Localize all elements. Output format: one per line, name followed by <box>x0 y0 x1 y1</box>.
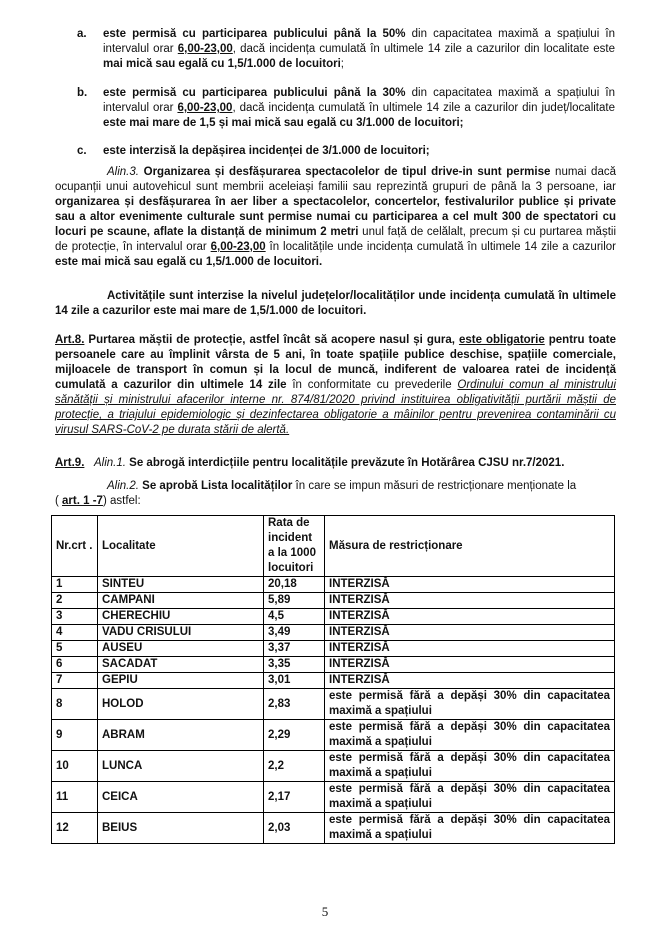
list-item-text <box>103 86 615 131</box>
cell-localitate: LUNCA <box>98 751 264 782</box>
text-run: ; <box>340 58 344 70</box>
cell-nr: 12 <box>52 813 98 844</box>
cell-nr: 2 <box>52 593 98 609</box>
cell-masura: INTERZISĂ <box>325 593 615 609</box>
cell-masura: INTERZISĂ <box>325 625 615 641</box>
text-run: este mai mică sau egală cu 1,5/1.000 de locuitori. <box>55 256 323 268</box>
cell-rata: 3,01 <box>264 673 325 689</box>
list-item-label: a. <box>77 28 87 40</box>
header-localitate: Localitate <box>98 516 264 577</box>
art9-alin1 <box>55 456 616 471</box>
cell-masura: este permisă fără a depăși 30% din capacitatea maximă a spațiului <box>325 751 615 782</box>
alin3-paragraph <box>55 165 616 270</box>
table-row <box>52 641 615 657</box>
text-run: este permisă cu participarea publicului până la 30% <box>103 87 406 99</box>
cell-rata: 5,89 <box>264 593 325 609</box>
cell-localitate: HOLOD <box>98 689 264 720</box>
text-run: este mai mare de 1,5 și mai mică sau egală cu 3/1.000 de locuitori; <box>103 117 464 129</box>
header-rata: Rata de incident a la 1000 locuitori <box>264 516 325 577</box>
cell-masura: este permisă fără a depăși 30% din capacitatea maximă a spațiului <box>325 720 615 751</box>
art9-alin2 <box>55 479 616 509</box>
table-row <box>52 673 615 689</box>
text-run: unul față de celălalt, precum și cu purtarea măștii de protecție, în intervalul orar <box>55 226 616 253</box>
cell-localitate: VADU CRISULUI <box>98 625 264 641</box>
cell-masura: INTERZISĂ <box>325 641 615 657</box>
table-row <box>52 751 615 782</box>
activitati-paragraph <box>55 289 616 319</box>
table-row <box>52 577 615 593</box>
text-run: este obligatorie <box>458 334 545 346</box>
list-item-a <box>55 27 615 72</box>
art8-text <box>55 334 616 436</box>
cell-masura: INTERZISĂ <box>325 657 615 673</box>
cell-rata: 3,49 <box>264 625 325 641</box>
localities-table <box>51 515 615 844</box>
cell-nr: 5 <box>52 641 98 657</box>
text-run: Organizarea și desfășurarea spectacolelor de tipul drive-in sunt permise <box>143 166 551 178</box>
alin3-text <box>55 166 616 268</box>
text-run: pentru toate persoanele care au împlinit vârsta de 5 ani, în toate spațiile publice deschise, spațiile comerciale, mijloacele de transport în comun și la locul de muncă, indiferent de valoarea ratei de incidență cumulată a cazurilor din ultimele 14 zile <box>55 334 616 391</box>
table-row <box>52 689 615 720</box>
header-masura: Măsura de restricționare <box>325 516 615 577</box>
cell-nr: 11 <box>52 782 98 813</box>
activitati-text: Activitățile sunt interzise la nivelul județelor/localităților unde incidența cumulată în ultimele 14 zile a cazurilor este mai mare de 1,5/1.000 de locuitori. <box>55 290 616 317</box>
list-item-label: c. <box>77 145 87 157</box>
cell-masura: INTERZISĂ <box>325 673 615 689</box>
art9-paren-close: ) astfel: <box>102 495 141 507</box>
cell-rata: 20,18 <box>264 577 325 593</box>
cell-localitate: CEICA <box>98 782 264 813</box>
table-row <box>52 813 615 844</box>
art9-label: Art.9. <box>55 457 85 469</box>
cell-rata: 2,17 <box>264 782 325 813</box>
cell-rata: 3,35 <box>264 657 325 673</box>
cell-masura: este permisă fără a depăși 30% din capacitatea maximă a spațiului <box>325 813 615 844</box>
cell-nr: 8 <box>52 689 98 720</box>
art9-alin1-text: Se abrogă interdicțiile pentru localitățile prevăzute în Hotărârea CJSU nr.7/2021. <box>125 457 565 469</box>
table-row <box>52 625 615 641</box>
cell-masura: INTERZISĂ <box>325 577 615 593</box>
cell-rata: 2,2 <box>264 751 325 782</box>
art9-alin1-label: Alin.1. <box>94 457 126 469</box>
text-run: 6,00-23,00 <box>210 241 266 253</box>
cell-nr: 4 <box>52 625 98 641</box>
text-run: organizarea și desfășurarea în aer liber a spectacolelor, concertelor, festivalurilor publice și private sau a altor evenimente culturale sunt permise numai cu participarea a cel mult 300 de spectatori cu locuri pe scaune, aflate la distanță de minimum 2 metri <box>55 196 616 238</box>
list-item-c <box>55 144 615 159</box>
table-header-row <box>52 516 615 577</box>
cell-nr: 6 <box>52 657 98 673</box>
text-run: mai mică sau egală cu 1,5/1.000 de locuitori <box>103 58 341 70</box>
cell-rata: 4,5 <box>264 609 325 625</box>
cell-localitate: CHERECHIU <box>98 609 264 625</box>
art9-article-ref: art. 1 -7 <box>62 495 103 507</box>
list-item-label: b. <box>77 87 88 99</box>
text-run: , dacă incidența cumulată în ultimele 14 zile a cazurilor din localitate este <box>232 43 615 55</box>
text-run: în localitățile unde incidența cumulată în ultimele 14 zile a cazurilor <box>265 241 616 253</box>
text-run: din capacitatea maximă a spațiului în intervalul orar <box>103 87 615 114</box>
art9-alin2-text: în care se impun măsuri de restricționare menționate la <box>292 480 577 492</box>
cell-localitate: GEPIU <box>98 673 264 689</box>
cell-localitate: BEIUS <box>98 813 264 844</box>
art8-label: Art.8. <box>55 334 85 346</box>
text-run: 6,00-23,00 <box>177 43 233 55</box>
cell-masura: INTERZISĂ <box>325 609 615 625</box>
cell-nr: 1 <box>52 577 98 593</box>
header-nr: Nr.crt . <box>52 516 98 577</box>
cell-masura: este permisă fără a depăși 30% din capacitatea maximă a spațiului <box>325 689 615 720</box>
table-row <box>52 593 615 609</box>
table-row <box>52 720 615 751</box>
art9-alin2-text-bold: Se aprobă Lista localităților <box>138 480 293 492</box>
cell-localitate: CAMPANI <box>98 593 264 609</box>
text-run: din capacitatea maximă a spațiului în intervalul orar <box>103 28 615 55</box>
cell-rata: 2,83 <box>264 689 325 720</box>
cell-localitate: SINTEU <box>98 577 264 593</box>
cell-nr: 3 <box>52 609 98 625</box>
art8-paragraph <box>55 333 616 438</box>
text-run: Ordinului comun al ministrului sănătății și ministrului afacerilor interne nr. 874/81/2020 privind instituirea obligativității purtării măștii de protecție, a triajului epidemiologic și dezinfectarea obligatorie a mâinilor pentru prevenirea contaminării cu virusul SARS-CoV-2 pe durata stării de alertă. <box>55 379 617 436</box>
cell-rata: 2,29 <box>264 720 325 751</box>
alin3-label: Alin.3. <box>107 166 139 178</box>
table-row <box>52 609 615 625</box>
cell-masura: este permisă fără a depăși 30% din capacitatea maximă a spațiului <box>325 782 615 813</box>
cell-nr: 9 <box>52 720 98 751</box>
text-run: numai dacă ocupanții unui autovehicul sunt membrii aceleiași familii sau reprezintă grupuri de până la 3 persoane, iar <box>55 166 616 193</box>
page-number: 5 <box>321 904 329 919</box>
list-item-text <box>103 27 615 72</box>
text-run: este interzisă la depășirea incidenței de 3/1.000 de locuitori; <box>103 145 430 157</box>
list-item-text <box>103 144 615 159</box>
art9-alin2-label: Alin.2. <box>107 480 139 492</box>
table-row <box>52 657 615 673</box>
cell-localitate: SACADAT <box>98 657 264 673</box>
cell-localitate: AUSEU <box>98 641 264 657</box>
text-run: în conformitate cu prevederile <box>286 379 458 391</box>
cell-nr: 7 <box>52 673 98 689</box>
cell-rata: 2,03 <box>264 813 325 844</box>
table-row <box>52 782 615 813</box>
art9-paren-open: ( <box>55 495 63 507</box>
list-item-b <box>55 86 615 131</box>
cell-localitate: ABRAM <box>98 720 264 751</box>
text-run: este permisă cu participarea publicului până la 50% <box>103 28 406 40</box>
cell-nr: 10 <box>52 751 98 782</box>
text-run: Purtarea măștii de protecție, astfel încât să acopere nasul și gura, <box>84 334 459 346</box>
table-body <box>52 577 615 844</box>
text-run: , dacă incidența cumulată în ultimele 14 zile a cazurilor din județ/localitate <box>232 102 615 114</box>
cell-rata: 3,37 <box>264 641 325 657</box>
text-run: 6,00-23,00 <box>177 102 233 114</box>
